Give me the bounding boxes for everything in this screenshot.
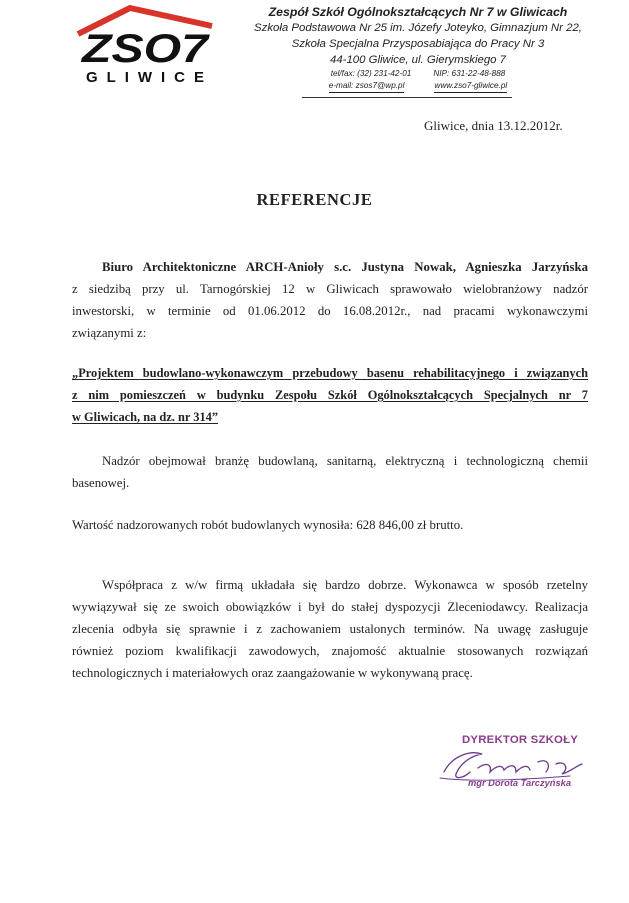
header-divider	[302, 97, 512, 98]
paragraph-project	[72, 362, 588, 428]
letterhead	[222, 4, 614, 93]
paragraph-line: związanymi z:	[72, 326, 147, 340]
school-logo	[72, 4, 220, 86]
logo-text: ZSO7	[80, 27, 211, 71]
schools-line-1: Szkoła Podstawowa Nr 25 im. Józefy Joteyko, Gimnazjum Nr 22,	[254, 22, 582, 34]
date-line: Gliwice, dnia 13.12.2012r.	[424, 118, 563, 133]
paragraph-line: technologicznych i materiałowych oraz zaangażowanie w wykonywaną pracę.	[72, 666, 473, 680]
contact-line	[222, 68, 614, 80]
stamp-name: mgr Dorota Tarczyńska	[468, 778, 571, 788]
paragraph-line: z siedzibą przy ul. Tarnogórskiej 12 w Gliwicach sprawowało wielobranżowy nadzór	[72, 282, 588, 296]
paragraph-line: z nim pomieszczeń w budynku Zespołu Szkół Ogólnokształcących Specjalnych nr 7	[72, 388, 588, 402]
paragraph-line: również poziom kwalifikacji zawodowych, znajomość aktualnie stosowanych rozwiązań	[72, 644, 588, 658]
paragraph-line: basenowej.	[72, 476, 130, 490]
website-link[interactable]: www.zso7-gliwice.pl	[434, 80, 507, 93]
email-link[interactable]: e-mail: zsos7@wp.pl	[329, 80, 405, 93]
nip: NIP: 631-22-48-888	[433, 69, 506, 78]
paragraph-line: Współpraca z w/w firmą układała się bardzo dobrze. Wykonawca w sposób rzetelny	[102, 578, 588, 592]
paragraph-line: w Gliwicach, na dz. nr 314”	[72, 410, 219, 424]
paragraph-line: Biuro Architektoniczne ARCH-Anioły s.c. Justyna Nowak, Agnieszka Jarzyńska	[102, 260, 588, 274]
schools-line-2: Szkoła Specjalna Przysposabiająca do Pracy Nr 3	[291, 38, 545, 50]
stamp-title: DYREKTOR SZKOŁY	[462, 734, 579, 746]
paragraph-line: „Projektem budowlano-wykonawczym przebudowy basenu rehabilitacyjnego i związanych	[72, 366, 588, 380]
paragraph-line: zlecenia odbyła się sprawnie i z zachowaniem ustalonych terminów. Na uwagę zasługuje	[72, 622, 588, 636]
telfax: tel/fax: (32) 231-42-01	[330, 69, 412, 78]
paragraph-value	[72, 514, 588, 536]
paragraph-line: inwestorski, w terminie od 01.06.2012 do 16.08.2012r., nad pracami wykonawczymi	[72, 304, 588, 318]
web-line	[222, 80, 614, 93]
logo-city: GLIWICE	[86, 69, 204, 86]
paragraph-line: Wartość nadzorowanych robót budowlanych wynosiła: 628 846,00 zł brutto.	[72, 518, 464, 532]
paragraph-intro	[72, 256, 588, 344]
paragraph-line: wywiązywał się ze swoich obowiązków i był do stałej dyspozycji Zleceniodawcy. Realizacja	[72, 600, 588, 614]
document-title: REFERENCJE	[256, 190, 373, 209]
paragraph-cooperation	[72, 574, 588, 684]
organization-name: Zespół Szkół Ogólnokształcących Nr 7 w Gliwicach	[268, 5, 568, 19]
address-line: 44-100 Gliwice, ul. Gierymskiego 7	[330, 54, 506, 66]
director-stamp	[430, 734, 600, 800]
paragraph-line: Nadzór obejmował branżę budowlaną, sanitarną, elektryczną i technologiczną chemii	[102, 454, 588, 468]
paragraph-scope	[72, 450, 588, 494]
